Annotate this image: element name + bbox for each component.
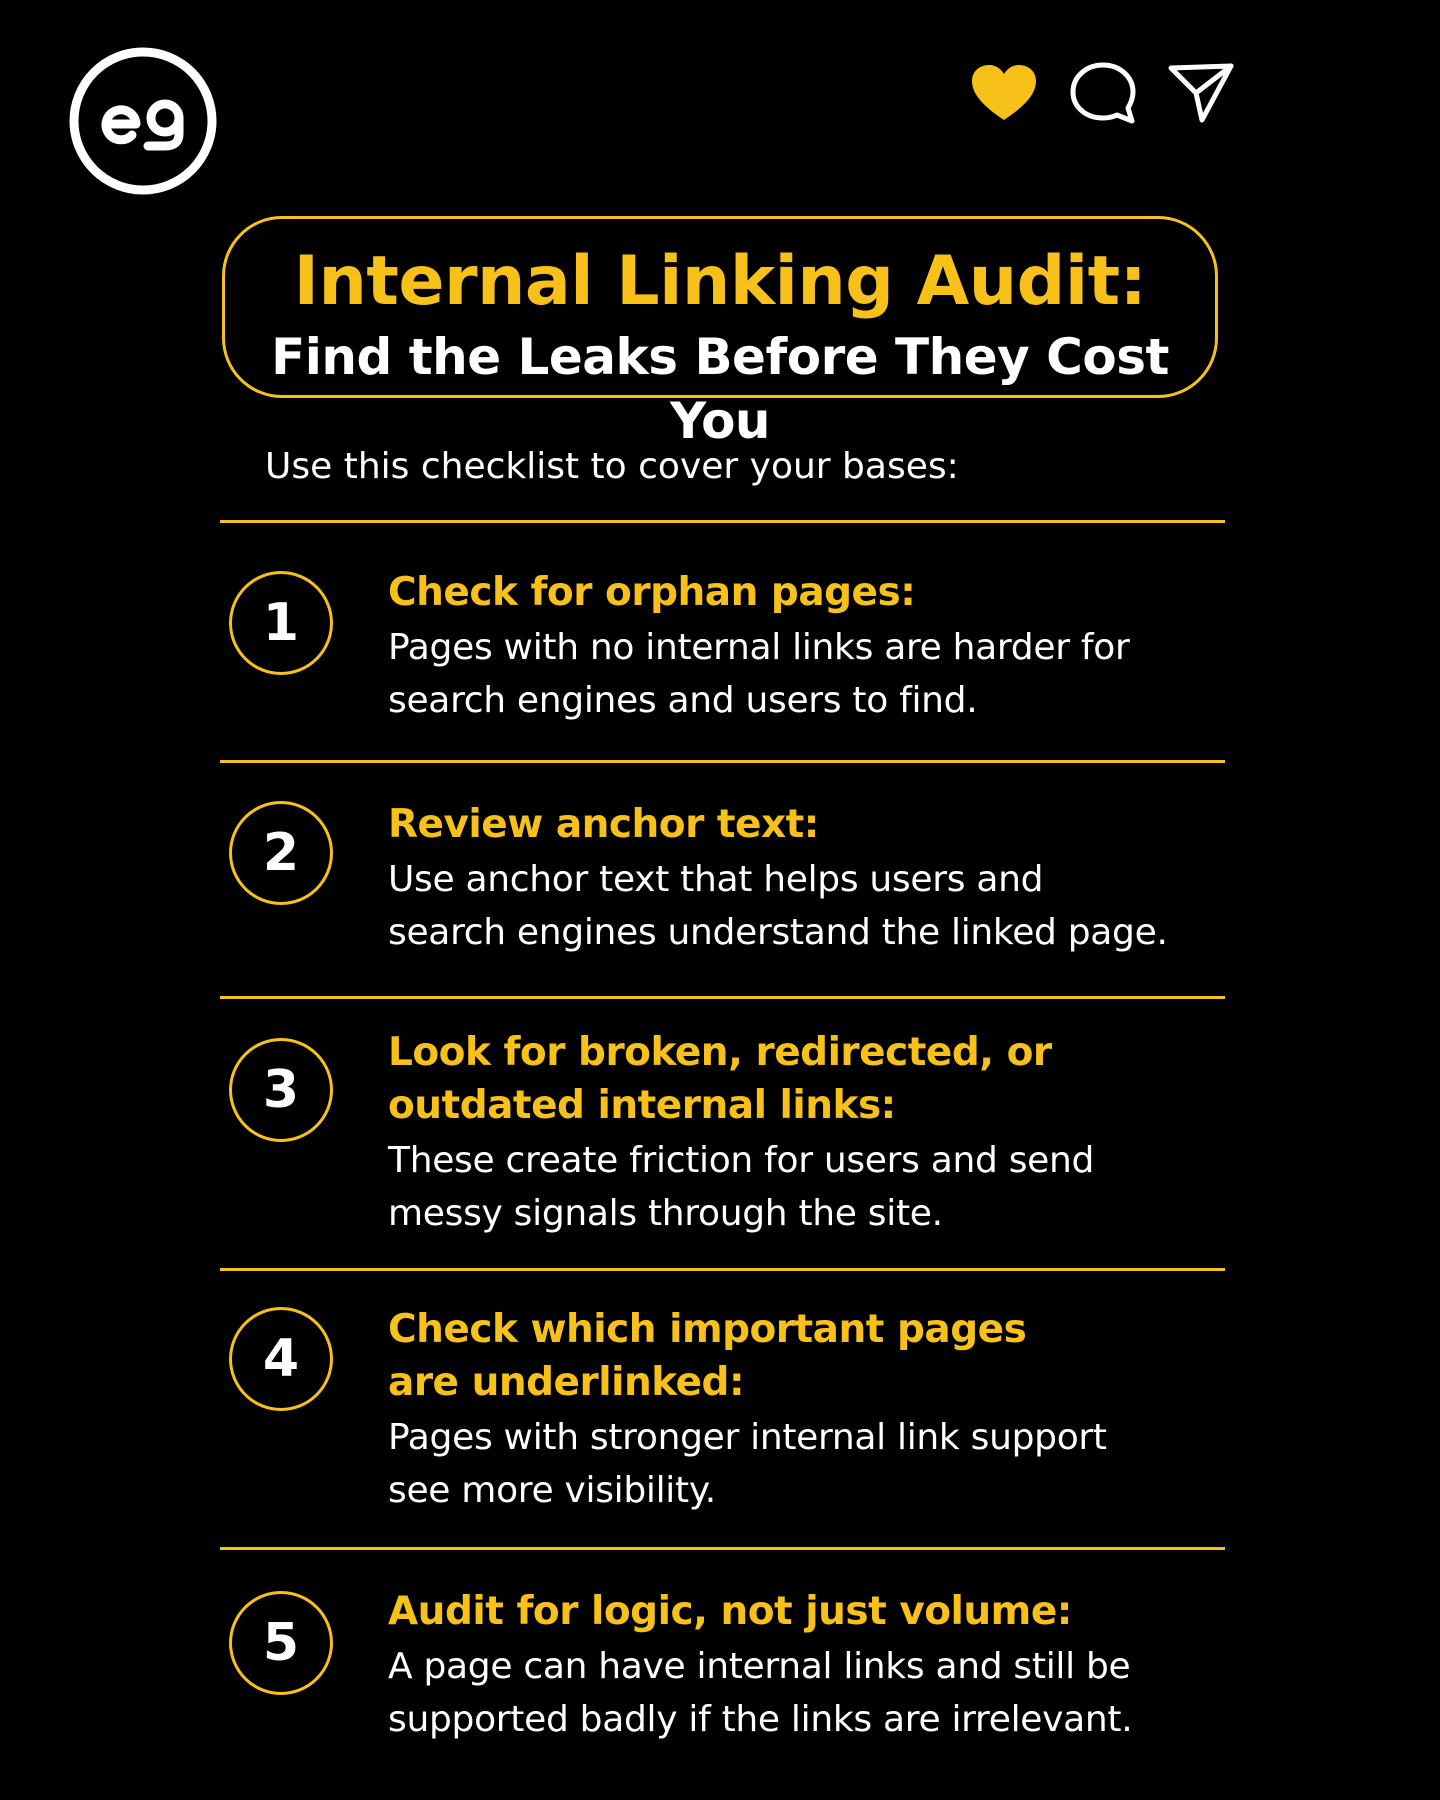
step-number-badge: 5 — [229, 1591, 333, 1695]
title-banner — [222, 216, 1218, 450]
item-description — [388, 1411, 1218, 1517]
item-title — [388, 1026, 1218, 1132]
item-title-line: Look for broken, redirected, or — [388, 1030, 1052, 1075]
step-number-badge: 4 — [229, 1307, 333, 1411]
intro-text: Use this checklist to cover your bases: — [265, 446, 959, 487]
heart-icon — [969, 62, 1039, 124]
divider — [220, 520, 1225, 523]
item-title: Check for orphan pages: — [388, 570, 916, 615]
step-number-badge: 1 — [229, 571, 333, 675]
item-description-line: messy signals through the site. — [388, 1193, 943, 1234]
comment-icon — [1068, 60, 1138, 126]
item-description-line: A page can have internal links and still be — [388, 1646, 1131, 1687]
page-title: Internal Linking Audit: — [293, 242, 1147, 321]
item-title-line: Check which important pages — [388, 1307, 1027, 1352]
item-title-line: are underlinked: — [388, 1360, 745, 1405]
item-description-line: Pages with no internal links are harder for — [388, 627, 1130, 668]
item-description-line: Use anchor text that helps users and — [388, 859, 1044, 900]
item-description-line: supported badly if the links are irrelevant. — [388, 1699, 1133, 1740]
item-description-line: search engines and users to find. — [388, 680, 978, 721]
item-title — [388, 1303, 1218, 1409]
like-button[interactable] — [965, 55, 1043, 130]
item-description-line: These create friction for users and send — [388, 1140, 1095, 1181]
step-number-badge: 3 — [229, 1038, 333, 1142]
item-description — [388, 1640, 1218, 1746]
item-description — [388, 1134, 1218, 1240]
step-number-badge: 2 — [229, 801, 333, 905]
comment-button[interactable] — [1064, 55, 1142, 130]
item-description-line: search engines understand the linked page. — [388, 912, 1168, 953]
share-icon — [1166, 60, 1236, 126]
eg-monogram-logo-icon — [68, 46, 218, 196]
item-description — [388, 621, 1218, 727]
divider — [220, 760, 1225, 763]
item-title-line: outdated internal links: — [388, 1083, 896, 1128]
item-description-line: Pages with stronger internal link support — [388, 1417, 1107, 1458]
brand-logo — [68, 46, 218, 196]
post-actions — [965, 55, 1240, 130]
divider — [220, 1268, 1225, 1271]
item-title: Review anchor text: — [388, 802, 819, 847]
divider — [220, 996, 1225, 999]
item-description-line: see more visibility. — [388, 1470, 716, 1511]
item-title: Audit for logic, not just volume: — [388, 1589, 1072, 1634]
page-subtitle: Find the Leaks Before They Cost You — [271, 328, 1169, 450]
divider — [220, 1547, 1225, 1550]
item-description — [388, 853, 1218, 959]
share-button[interactable] — [1162, 55, 1240, 130]
